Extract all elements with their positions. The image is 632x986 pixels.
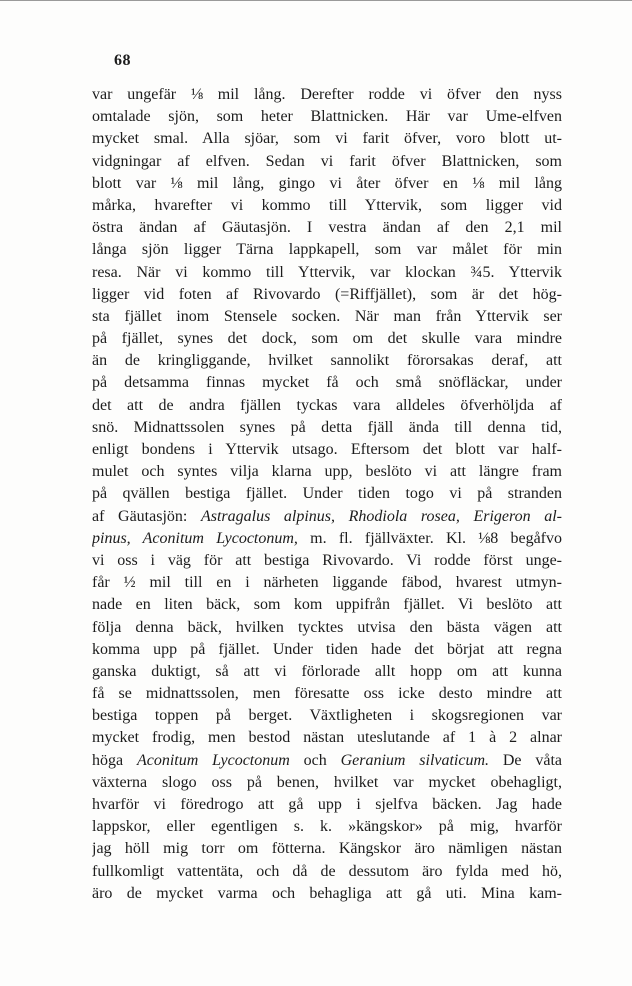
text-line bbox=[92, 239, 562, 261]
text-line bbox=[92, 705, 562, 727]
text-line bbox=[92, 483, 562, 505]
text-line bbox=[92, 350, 562, 372]
text-line bbox=[92, 84, 562, 106]
italic-text-segment: Aconitum Lycoctonum bbox=[136, 751, 290, 769]
text-segment: mårka, hvarefter vi kommo till Yttervik, som ligger vid bbox=[92, 196, 562, 214]
text-segment: växterna slogo oss på benen, hvilket var mycket obehagligt, bbox=[92, 773, 562, 791]
text-line bbox=[92, 439, 562, 461]
text-line bbox=[92, 461, 562, 483]
text-segment: långa sjön ligger Tärna lappkapell, som var målet för min bbox=[92, 241, 562, 259]
text-segment: följa denna bäck, hvilken tycktes utvisa den bästa vägen att bbox=[92, 618, 562, 636]
text-line bbox=[92, 395, 562, 417]
italic-text-segment: pinus, Aconitum Lycoctonum, bbox=[92, 529, 298, 547]
text-segment: snö. Midnattssolen synes på detta fjäll ända till denna tid, bbox=[92, 418, 562, 436]
text-segment: hvarför vi föredrogo att gå upp i sjelfva bäcken. Jag hade bbox=[92, 796, 562, 813]
text-segment: östra ändan af Gäutasjön. I vestra ändan af den 2,1 mil bbox=[92, 219, 562, 237]
text-line bbox=[92, 861, 562, 883]
text-segment: än de kringliggande, hvilket sannolikt förorsakas deraf, att bbox=[92, 352, 562, 370]
text-segment: blott var ⅛ mil lång, gingo vi åter öfver en ⅛ mil lång bbox=[92, 174, 562, 192]
text-segment: på detsamma finnas mycket få och små snöfläckar, under bbox=[92, 374, 562, 392]
text-line bbox=[92, 173, 562, 195]
text-segment: sta fjället inom Stensele socken. När man från Yttervik ser bbox=[92, 307, 562, 325]
text-segment: resa. När vi kommo till Yttervik, var klockan ¾5. Yttervik bbox=[92, 263, 562, 281]
text-line bbox=[92, 306, 562, 328]
text-line bbox=[92, 417, 562, 439]
text-line bbox=[92, 284, 562, 306]
text-segment: enligt bondens i Yttervik utsago. Eftersom det blott var half- bbox=[92, 441, 562, 458]
text-segment: på qvällen bestiga fjället. Under tiden togo vi på stranden bbox=[92, 485, 562, 503]
body-text bbox=[92, 84, 562, 905]
text-segment: mycket smal. Alla sjöar, som vi farit öfver, voro blott ut- bbox=[92, 130, 562, 148]
text-segment: lappskor, eller egentligen s. k. »kängskor» på mig, hvarför bbox=[92, 818, 562, 836]
text-line bbox=[92, 838, 562, 860]
text-segment: på fjället, synes det dock, som om det skulle vara mindre bbox=[92, 330, 562, 348]
text-segment: var ungefär ⅛ mil lång. Derefter rodde vi öfver den nyss bbox=[92, 86, 562, 103]
text-line bbox=[92, 506, 562, 528]
text-segment: m. fl. fjällväxter. Kl. ⅛8 begåfvo bbox=[297, 529, 562, 547]
text-line bbox=[92, 262, 562, 284]
text-segment: omtalade sjön, som heter Blattnicken. Här var Ume-elfven bbox=[92, 108, 562, 126]
text-segment: få se midnattssolen, men föresatte oss icke desto mindre att bbox=[92, 685, 562, 703]
text-segment: mycket frodig, men bestod nästan uteslutande af 1 à 2 alnar bbox=[92, 729, 562, 747]
text-line bbox=[92, 106, 562, 128]
page-top-rule bbox=[0, 0, 632, 1]
text-line bbox=[92, 727, 562, 749]
italic-text-segment: Astragalus alpinus, Rhodiola rosea, Erigeron al- bbox=[200, 507, 562, 525]
text-line bbox=[92, 550, 562, 572]
italic-text-segment: Geranium silvaticum. bbox=[340, 751, 490, 769]
text-line bbox=[92, 794, 562, 816]
text-segment: mulet och syntes vilja klarna upp, beslöto vi att längre fram bbox=[92, 463, 562, 481]
text-segment: vidgningar af elfven. Sedan vi farit öfver Blattnicken, som bbox=[92, 152, 562, 170]
text-segment: ligger vid foten af Rivovardo (=Riffjället), som är det hög- bbox=[92, 285, 562, 303]
text-segment: af Gäutasjön: bbox=[92, 507, 201, 525]
text-line bbox=[92, 328, 562, 350]
text-line bbox=[92, 639, 562, 661]
text-line bbox=[92, 528, 562, 550]
text-line bbox=[92, 683, 562, 705]
text-segment: äro de mycket varma och behagliga att gå uti. Mina kam- bbox=[92, 884, 562, 902]
text-line bbox=[92, 217, 562, 239]
text-line bbox=[92, 128, 562, 150]
text-segment: bestiga toppen på berget. Växtligheten i skogsregionen var bbox=[92, 707, 562, 725]
text-segment: och bbox=[289, 751, 341, 769]
text-line bbox=[92, 151, 562, 173]
text-segment: komma upp på fjället. Under tiden hade det börjat att regna bbox=[92, 640, 562, 658]
text-line bbox=[92, 195, 562, 217]
text-line bbox=[92, 883, 562, 905]
text-line bbox=[92, 617, 562, 639]
text-segment: fullkomligt vattentäta, och då de dessutom äro fylda med hö, bbox=[92, 862, 562, 880]
text-line bbox=[92, 372, 562, 394]
page-number: 68 bbox=[114, 52, 131, 69]
text-segment: nade en liten bäck, som kom uppifrån fjället. Vi beslöto att bbox=[92, 596, 562, 614]
text-line bbox=[92, 572, 562, 594]
text-segment: jag höll mig torr om fötterna. Kängskor äro nämligen nästan bbox=[92, 840, 562, 858]
text-segment: höga bbox=[92, 751, 137, 769]
text-line bbox=[92, 750, 562, 772]
text-segment: De våta bbox=[489, 751, 562, 769]
text-line bbox=[92, 661, 562, 683]
text-line bbox=[92, 594, 562, 616]
text-segment: vi oss i väg för att bestiga Rivovardo. Vi rodde först unge- bbox=[92, 551, 562, 569]
text-line bbox=[92, 772, 562, 794]
text-segment: ganska duktigt, så att vi förlorade allt hopp om att kunna bbox=[92, 662, 562, 680]
text-segment: det att de andra fjällen tyckas vara alldeles öfverhöljda af bbox=[92, 396, 562, 414]
text-line bbox=[92, 816, 562, 838]
text-segment: får ½ mil till en i närheten liggande fäbod, hvarest utmyn- bbox=[92, 574, 562, 592]
